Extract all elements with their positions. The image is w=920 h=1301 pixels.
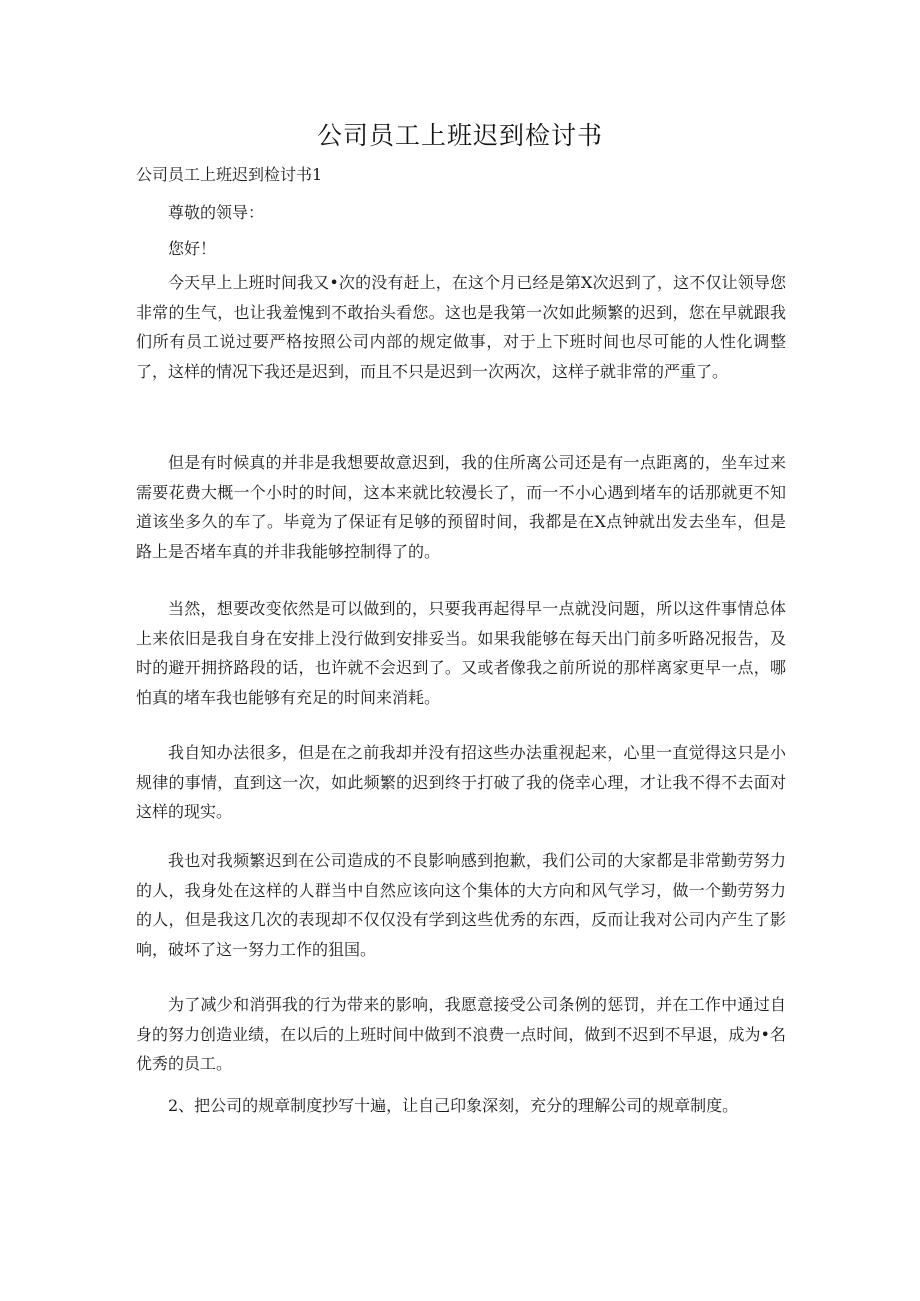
paragraph: 今天早上上班时间我又•次的没有赶上，在这个月已经是第X次迟到了，这不仅让领导您非常的生气，也让我羞愧到不敢抬头看您。这也是我第一次如此频繁的迟到，您在早就跟我们所有员工说过要严格按照公司内部的规定做事，对于上下班时间也尽可能的人性化调整了，这样的情况下我还是迟到，而且不只是迟到一次两次，这样子就非常的严重了。 [136, 273, 786, 381]
paragraph: 当然，想要改变依然是可以做到的，只要我再起得早一点就没问题，所以这件事情总体上来依旧是我自身在安排上没行做到安排妥当。如果我能够在每天出门前多听路况报告，及时的避开拥挤路段的话，也许就不会迟到了。又或者像我之前所说的那样离家更早一点，哪怕真的堵车我也能够有充足的时间来消耗。 [136, 599, 786, 707]
salutation: 尊敬的领导： [168, 203, 265, 222]
document-title: 公司员工上班迟到检讨书 [316, 121, 603, 150]
paragraph: 但是有时候真的并非是我想要故意迟到，我的住所离公司还是有一点距离的，坐车过来需要花费大概一个小时的时间，这本来就比较漫长了，而一不小心遇到堵车的话那就更不知道该坐多久的车了。毕竟为了保证有足够的预留时间，我都是在X点钟就出发去坐车，但是路上是否堵车真的并非我能够控制得了的。 [136, 453, 786, 561]
paragraph: 我自知办法很多，但是在之前我却并没有招这些办法重视起来，心里一直觉得这只是小规律的事情，直到这一次，如此频繁的迟到终于打破了我的侥幸心理，才让我不得不去面对这样的现实。 [136, 743, 786, 821]
paragraph: 我也对我频繁迟到在公司造成的不良影响感到抱歉，我们公司的大家都是非常勤劳努力的人，我身处在这样的人群当中自然应该向这个集体的大方向和风气学习，做一个勤劳努力的人，但是我这几次的表现却不仅仅没有学到这些优秀的东西，反而让我对公司内产生了影响，破坏了这一努力工作的狙国。 [136, 851, 786, 959]
paragraph: 为了减少和消弭我的行为带来的影响，我愿意接受公司条例的惩罚，并在工作中通过自身的努力创造业绩，在以后的上班时间中做到不浪费一点时间，做到不迟到不早退，成为•名优秀的员工。 [136, 995, 786, 1073]
greeting: 您好！ [168, 239, 217, 258]
numbered-item: 2、把公司的规章制度抄写十遍，让自己印象深刻，充分的理解公司的规章制度。 [168, 1096, 739, 1115]
document-subtitle: 公司员工上班迟到检讨书1 [136, 165, 323, 184]
